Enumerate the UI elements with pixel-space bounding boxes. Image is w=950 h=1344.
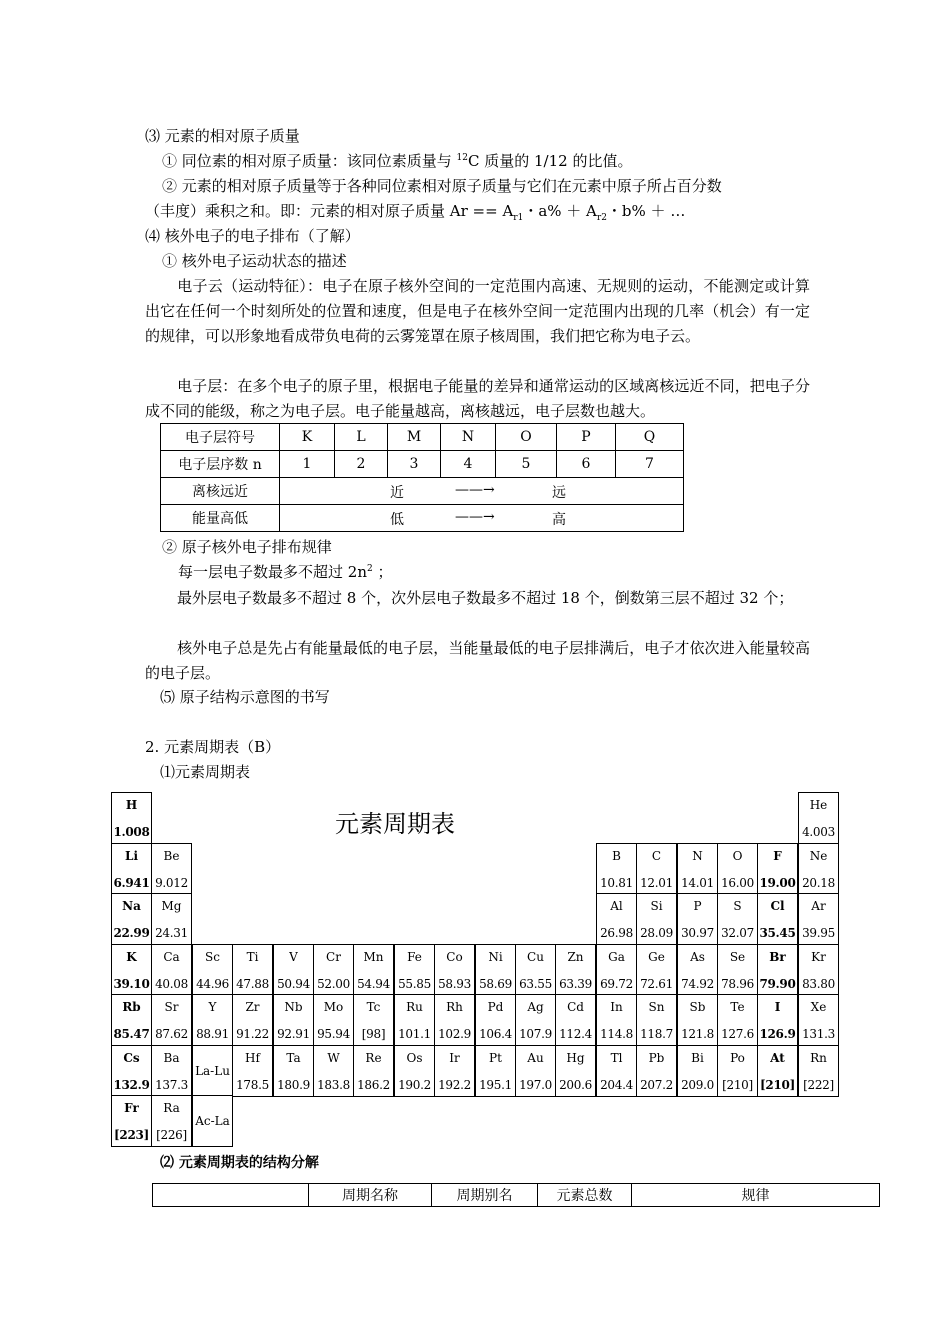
- element-cell-ta: [273, 1045, 314, 1097]
- period-structure-table: [152, 1183, 880, 1207]
- element-mass: 186.2: [357, 1078, 390, 1092]
- element-mass: 207.2: [640, 1078, 673, 1092]
- element-symbol: Co: [446, 950, 463, 964]
- element-symbol: Zn: [567, 950, 584, 964]
- element-symbol: K: [126, 950, 137, 964]
- element-mass: 16.00: [721, 876, 754, 890]
- element-cell-n: [677, 843, 718, 895]
- element-mass: 180.9: [277, 1078, 310, 1092]
- element-symbol: V: [289, 950, 298, 964]
- element-mass: 72.61: [640, 977, 673, 991]
- element-cell-o: [717, 843, 758, 895]
- element-cell-cl: [757, 893, 798, 945]
- table-cell: 3: [388, 451, 441, 478]
- table-cell: M: [388, 424, 441, 451]
- element-cell-sr: [151, 994, 192, 1046]
- table-cell: P: [557, 424, 616, 451]
- element-mass: 114.8: [600, 1027, 633, 1041]
- element-cell-cs: [111, 1045, 152, 1097]
- element-cell-xe: [798, 994, 839, 1046]
- element-mass: 32.07: [721, 926, 754, 940]
- element-cell-ge: [636, 944, 677, 996]
- element-cell-kr: [798, 944, 839, 996]
- element-cell-mo: [313, 994, 354, 1046]
- element-symbol: Sb: [689, 1000, 706, 1014]
- element-cell-i: [757, 994, 798, 1046]
- element-cell-cu: [515, 944, 556, 996]
- periodic-table-title: 元素周期表: [335, 810, 455, 838]
- section-2-sub-1: ⑴元素周期表: [160, 763, 251, 781]
- element-symbol: Ru: [406, 1000, 423, 1014]
- element-mass: 83.80: [802, 977, 835, 991]
- right-arrow-icon: ——→: [455, 482, 495, 498]
- element-symbol: Rb: [122, 1000, 141, 1014]
- section-3-item-2: ② 元素的相对原子质量等于各种同位素相对原子质量与它们在元素中原子所占百分数: [162, 177, 722, 195]
- element-cell-zr: [232, 994, 273, 1046]
- element-symbol: Y: [208, 1000, 217, 1014]
- element-symbol: Pd: [487, 1000, 504, 1014]
- column-header: [153, 1184, 309, 1207]
- element-mass: 52.00: [317, 977, 350, 991]
- table-cell: 2: [335, 451, 388, 478]
- table-cell: 4: [441, 451, 496, 478]
- element-symbol: Xe: [810, 1000, 827, 1014]
- element-cell-hg: [555, 1045, 596, 1097]
- element-symbol: As: [690, 950, 705, 964]
- element-symbol: Tc: [366, 1000, 381, 1014]
- element-cell-rh: [434, 994, 475, 1046]
- element-symbol: C: [651, 849, 662, 863]
- element-mass: [223]: [114, 1128, 149, 1142]
- element-mass: 55.85: [398, 977, 431, 991]
- section-4-heading: ⑷ 核外电子的电子排布（了解）: [145, 227, 360, 245]
- element-mass: 20.18: [802, 876, 835, 890]
- element-mass: 50.94: [277, 977, 310, 991]
- element-cell-ga: [596, 944, 637, 996]
- element-mass: 12.01: [640, 876, 673, 890]
- column-header: 规律: [632, 1184, 880, 1207]
- element-mass: 88.91: [196, 1027, 229, 1041]
- element-symbol: Sn: [648, 1000, 665, 1014]
- table-cell: Q: [616, 424, 684, 451]
- element-cell-co: [434, 944, 475, 996]
- element-cell-rn: [798, 1045, 839, 1097]
- element-mass: 190.2: [398, 1078, 431, 1092]
- element-symbol: Re: [365, 1051, 382, 1065]
- element-symbol: Ti: [246, 950, 259, 964]
- table-row: [161, 505, 684, 532]
- table-row: [161, 451, 684, 478]
- element-symbol: Cd: [567, 1000, 584, 1014]
- element-mass: 22.99: [113, 926, 150, 940]
- element-mass: 102.9: [438, 1027, 471, 1041]
- element-cell-k: [111, 944, 152, 996]
- element-mass: 132.9: [113, 1078, 150, 1092]
- element-mass: 24.31: [155, 926, 188, 940]
- element-cell-f: [757, 843, 798, 895]
- element-cell-li: [111, 843, 152, 895]
- element-symbol: Cs: [123, 1051, 140, 1065]
- element-symbol: Ni: [488, 950, 503, 964]
- element-cell-mg: [151, 893, 192, 945]
- element-cell-tc: [353, 994, 394, 1046]
- row-label: 电子层序数 n: [161, 451, 280, 478]
- element-symbol: F: [773, 849, 782, 863]
- element-mass: [210]: [760, 1078, 795, 1092]
- element-symbol: O: [732, 849, 743, 863]
- element-symbol: Bi: [691, 1051, 704, 1065]
- element-mass: 40.08: [155, 977, 188, 991]
- element-mass: 121.8: [681, 1027, 714, 1041]
- element-mass: [98]: [361, 1027, 386, 1041]
- element-mass: 137.3: [155, 1078, 188, 1092]
- range-from: 近: [390, 485, 404, 501]
- element-symbol: Br: [769, 950, 786, 964]
- element-cell-te: [717, 994, 758, 1046]
- right-arrow-icon: ——→: [455, 509, 495, 525]
- element-cell-as: [677, 944, 718, 996]
- element-cell-fr: [111, 1095, 152, 1147]
- element-symbol: Li: [125, 849, 138, 863]
- element-symbol: Ga: [608, 950, 625, 964]
- element-cell-fe: [394, 944, 435, 996]
- element-cell-se: [717, 944, 758, 996]
- element-cell-ni: [475, 944, 516, 996]
- element-symbol: Ta: [286, 1051, 301, 1065]
- element-symbol: P: [693, 899, 702, 913]
- row-label: 离核远近: [161, 478, 280, 505]
- element-mass: 63.39: [559, 977, 592, 991]
- element-mass: 204.4: [600, 1078, 633, 1092]
- element-symbol: Pt: [489, 1051, 502, 1065]
- element-mass: 6.941: [113, 876, 150, 890]
- element-cell-ar: [798, 893, 839, 945]
- element-cell-br: [757, 944, 798, 996]
- element-cell-sc: [192, 944, 233, 996]
- element-mass: 35.45: [759, 926, 796, 940]
- element-symbol: Mg: [161, 899, 182, 913]
- element-symbol: Mn: [363, 950, 384, 964]
- element-cell-at: [757, 1045, 798, 1097]
- element-symbol: La-Lu: [195, 1064, 230, 1078]
- element-mass: 44.96: [196, 977, 229, 991]
- element-symbol: Te: [730, 1000, 745, 1014]
- element-symbol: In: [610, 1000, 623, 1014]
- element-cell-au: [515, 1045, 556, 1097]
- element-cell-ne: [798, 843, 839, 895]
- element-cell-h: [111, 792, 152, 844]
- element-symbol: Fe: [407, 950, 422, 964]
- element-mass: [210]: [722, 1078, 753, 1092]
- element-cell-ra: [151, 1095, 192, 1147]
- element-symbol: Rn: [810, 1051, 827, 1065]
- element-cell-po: [717, 1045, 758, 1097]
- element-cell-ba: [151, 1045, 192, 1097]
- element-cell-rb: [111, 994, 152, 1046]
- element-symbol: Po: [730, 1051, 745, 1065]
- element-mass: 92.91: [277, 1027, 310, 1041]
- element-mass: 58.69: [479, 977, 512, 991]
- element-cell-os: [394, 1045, 435, 1097]
- electron-cloud-paragraph: 电子云（运动特征）：电子在原子核外空间的一定范围内高速、无规则的运动，不能测定或计算出它在任何一个时刻所处的位置和速度，但是电子在核外空间一定范围内出现的几率（机会）有一定的规律，可以形象地看成带负电荷的云雾笼罩在原子核周围，我们把它称为电子云。: [145, 277, 810, 345]
- element-cell-pb: [636, 1045, 677, 1097]
- element-mass: 95.94: [317, 1027, 350, 1041]
- element-symbol: Ag: [527, 1000, 544, 1014]
- element-cell-b: [596, 843, 637, 895]
- element-cell-be: [151, 843, 192, 895]
- element-mass: 9.012: [155, 876, 188, 890]
- element-cell-v: [273, 944, 314, 996]
- element-cell-in: [596, 994, 637, 1046]
- table-row: [161, 424, 684, 451]
- element-symbol: Cl: [770, 899, 785, 913]
- rule-3: 核外电子总是先占有能量最低的电子层，当能量最低的电子层排满后，电子才依次进入能量较高的电子层。: [145, 639, 810, 682]
- element-symbol: S: [733, 899, 742, 913]
- element-mass: 195.1: [479, 1078, 512, 1092]
- element-symbol: Fr: [124, 1101, 139, 1115]
- element-symbol: He: [809, 798, 828, 812]
- section-2-sub-2: ⑵ 元素周期表的结构分解: [160, 1155, 319, 1171]
- element-mass: 10.81: [600, 876, 633, 890]
- row-label: 能量高低: [161, 505, 280, 532]
- element-cell-nb: [273, 994, 314, 1046]
- element-mass: 14.01: [681, 876, 714, 890]
- element-mass: 126.9: [759, 1027, 796, 1041]
- element-mass: 85.47: [113, 1027, 150, 1041]
- section-2-heading: 2. 元素周期表（B）: [145, 738, 281, 756]
- element-symbol: At: [770, 1051, 785, 1065]
- table-cell: 7: [616, 451, 684, 478]
- element-mass: 39.95: [802, 926, 835, 940]
- element-mass: 127.6: [721, 1027, 754, 1041]
- element-cell-sn: [636, 994, 677, 1046]
- element-cell-la-lu: [192, 1045, 233, 1097]
- element-cell-ag: [515, 994, 556, 1046]
- range-to: 远: [552, 485, 566, 501]
- element-symbol: Se: [729, 950, 746, 964]
- element-symbol: Pb: [648, 1051, 665, 1065]
- element-mass: 106.4: [479, 1027, 512, 1041]
- element-cell-ru: [394, 994, 435, 1046]
- element-mass: 200.6: [559, 1078, 592, 1092]
- element-cell-cr: [313, 944, 354, 996]
- section-5-item: ⑸ 原子结构示意图的书写: [160, 688, 330, 706]
- element-cell-pt: [475, 1045, 516, 1097]
- element-symbol: Mo: [323, 1000, 344, 1014]
- element-mass: 74.92: [681, 977, 714, 991]
- element-mass: 63.55: [519, 977, 552, 991]
- table-header-row: [153, 1184, 880, 1207]
- element-mass: 91.22: [236, 1027, 269, 1041]
- element-symbol: Ge: [648, 950, 665, 964]
- element-mass: 39.10: [113, 977, 150, 991]
- section-4-item-1: ① 核外电子运动状态的描述: [162, 252, 347, 270]
- table-cell: N: [441, 424, 496, 451]
- range-to: 高: [552, 512, 566, 528]
- element-symbol: H: [125, 798, 138, 812]
- element-symbol: B: [612, 849, 621, 863]
- element-cell-c: [636, 843, 677, 895]
- element-mass: 131.3: [802, 1027, 835, 1041]
- section-3-heading: ⑶ 元素的相对原子质量: [145, 127, 300, 145]
- element-cell-ca: [151, 944, 192, 996]
- element-mass: 30.97: [681, 926, 714, 940]
- element-mass: 26.98: [600, 926, 633, 940]
- element-symbol: Tl: [610, 1051, 623, 1065]
- element-cell-sb: [677, 994, 718, 1046]
- element-mass: 107.9: [519, 1027, 552, 1041]
- energy-range-cell: [280, 505, 684, 532]
- element-cell-bi: [677, 1045, 718, 1097]
- element-symbol: Si: [650, 899, 663, 913]
- element-symbol: Nb: [284, 1000, 303, 1014]
- element-symbol: Cr: [326, 950, 341, 964]
- element-symbol: Os: [406, 1051, 423, 1065]
- element-mass: 47.88: [236, 977, 269, 991]
- element-symbol: Cu: [527, 950, 544, 964]
- element-mass: 101.1: [398, 1027, 431, 1041]
- element-symbol: Hg: [566, 1051, 585, 1065]
- column-header: 元素总数: [538, 1184, 632, 1207]
- element-symbol: Be: [163, 849, 180, 863]
- table-cell: 1: [280, 451, 335, 478]
- element-symbol: W: [327, 1051, 340, 1065]
- element-mass: 197.0: [519, 1078, 552, 1092]
- element-mass: [226]: [156, 1128, 187, 1142]
- element-symbol: N: [692, 849, 703, 863]
- table-cell: 6: [557, 451, 616, 478]
- element-symbol: Ne: [809, 849, 828, 863]
- column-header: 周期名称: [309, 1184, 432, 1207]
- element-mass: 79.90: [759, 977, 796, 991]
- element-mass: 1.008: [113, 825, 150, 839]
- element-symbol: Ba: [163, 1051, 180, 1065]
- element-mass: 54.94: [357, 977, 390, 991]
- element-cell-p: [677, 893, 718, 945]
- table-cell: O: [496, 424, 557, 451]
- element-cell-si: [636, 893, 677, 945]
- element-mass: 78.96: [721, 977, 754, 991]
- element-symbol: Ac-La: [195, 1114, 230, 1128]
- element-symbol: Al: [610, 899, 623, 913]
- element-mass: 28.09: [640, 926, 673, 940]
- element-symbol: Na: [122, 899, 141, 913]
- element-symbol: Au: [527, 1051, 544, 1065]
- element-symbol: Sc: [205, 950, 220, 964]
- element-cell-zn: [555, 944, 596, 996]
- element-cell-ir: [434, 1045, 475, 1097]
- element-cell-y: [192, 994, 233, 1046]
- electron-shell-table: [160, 423, 684, 532]
- element-cell-ac-la: [192, 1095, 233, 1147]
- section-3-item-1: ① 同位素的相对原子质量：该同位素质量与 $^{12}$C 质量的 1/12 的比值。: [162, 152, 633, 170]
- section-4-item-2: ② 原子核外电子排布规律: [162, 538, 332, 556]
- element-symbol: Kr: [811, 950, 826, 964]
- element-cell-mn: [353, 944, 394, 996]
- element-cell-na: [111, 893, 152, 945]
- rule-1: 每一层电子数最多不超过 $2n^2$ ；: [178, 563, 393, 581]
- column-header: 周期别名: [432, 1184, 538, 1207]
- element-symbol: I: [774, 1000, 781, 1014]
- element-mass: 69.72: [600, 977, 633, 991]
- element-mass: 87.62: [155, 1027, 188, 1041]
- table-cell: K: [280, 424, 335, 451]
- row-label: 电子层符号: [161, 424, 280, 451]
- element-symbol: Hf: [245, 1051, 260, 1065]
- table-row: [161, 478, 684, 505]
- element-cell-cd: [555, 994, 596, 1046]
- element-mass: 118.7: [640, 1027, 673, 1041]
- element-mass: 209.0: [681, 1078, 714, 1092]
- element-cell-pd: [475, 994, 516, 1046]
- distance-range-cell: [280, 478, 684, 505]
- table-cell: 5: [496, 451, 557, 478]
- element-cell-s: [717, 893, 758, 945]
- element-symbol: Sr: [164, 1000, 179, 1014]
- element-symbol: Ra: [163, 1101, 180, 1115]
- element-mass: 112.4: [559, 1027, 592, 1041]
- element-mass: 4.003: [802, 825, 835, 839]
- element-cell-hf: [232, 1045, 273, 1097]
- element-cell-re: [353, 1045, 394, 1097]
- table-cell: L: [335, 424, 388, 451]
- formula-line: （丰度）乘积之和。即：元素的相对原子质量 $Ar == A_{r1}$・$a\% + A_{r2}$・b% ＋ …: [145, 202, 686, 223]
- element-mass: 183.8: [317, 1078, 350, 1092]
- rule-2: 最外层电子数最多不超过 8 个，次外层电子数最多不超过 18 个，倒数第三层不超过 32 个；: [177, 589, 794, 607]
- element-mass: 19.00: [759, 876, 796, 890]
- element-cell-he: [798, 792, 839, 844]
- element-symbol: Ca: [163, 950, 180, 964]
- element-symbol: Rh: [446, 1000, 463, 1014]
- element-mass: [222]: [803, 1078, 834, 1092]
- element-mass: 58.93: [438, 977, 471, 991]
- element-cell-w: [313, 1045, 354, 1097]
- element-symbol: Zr: [245, 1000, 260, 1014]
- element-cell-ti: [232, 944, 273, 996]
- element-symbol: Ar: [811, 899, 826, 913]
- element-mass: 178.5: [236, 1078, 269, 1092]
- element-cell-tl: [596, 1045, 637, 1097]
- range-from: 低: [390, 512, 404, 528]
- element-symbol: Ir: [449, 1051, 460, 1065]
- element-cell-al: [596, 893, 637, 945]
- element-mass: 192.2: [438, 1078, 471, 1092]
- electron-layer-paragraph: 电子层：在多个电子的原子里，根据电子能量的差异和通常运动的区域离核远近不同，把电子分成不同的能级，称之为电子层。电子能量越高，离核越远，电子层数也越大。: [145, 377, 810, 420]
